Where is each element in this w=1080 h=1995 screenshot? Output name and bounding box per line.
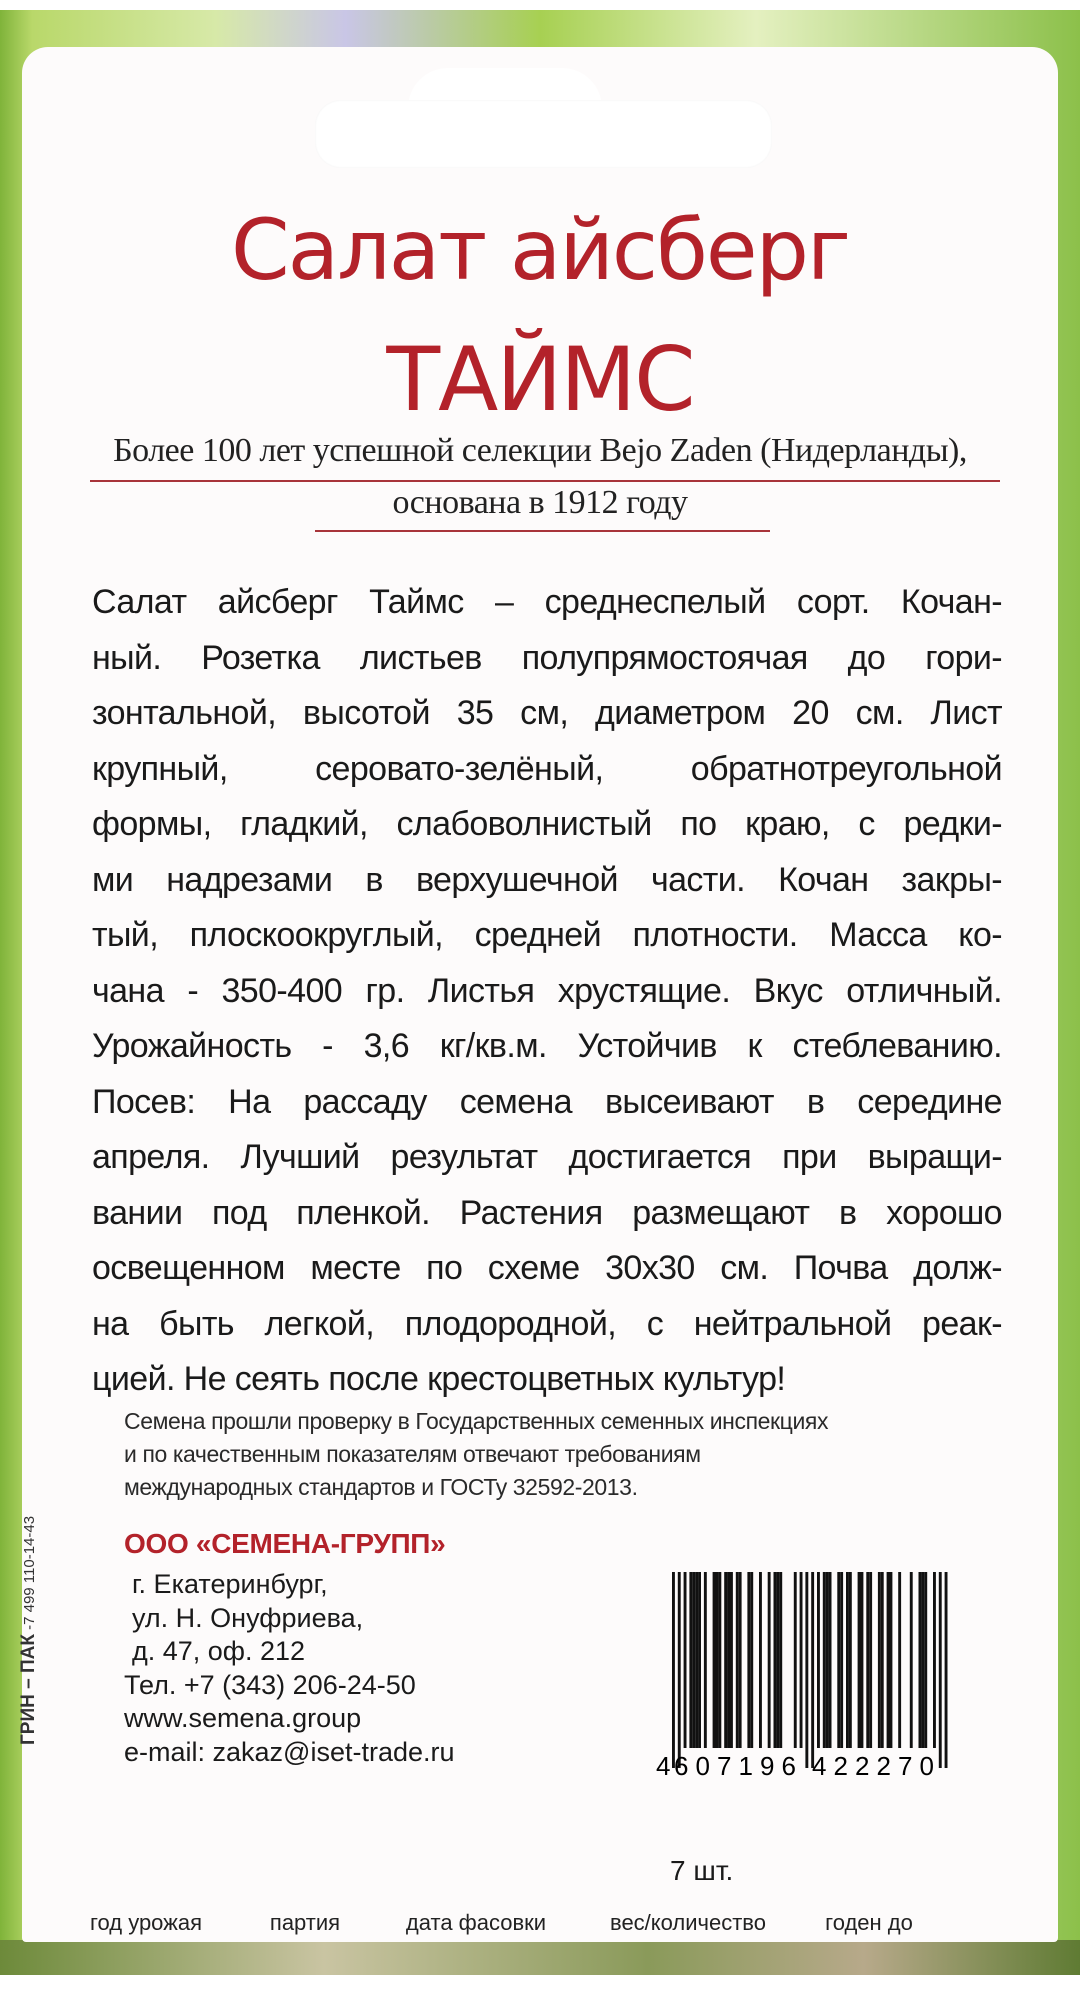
description-line: крупный, серовато-зелёный, обратнотреугольной	[92, 749, 1002, 788]
field-batch: партия	[269, 1910, 341, 1935]
barcode	[652, 1570, 952, 1780]
barcode-bar	[817, 1572, 820, 1748]
barcode-bar	[919, 1572, 922, 1748]
description-line: зонтальной, высотой 35 см, диаметром 20 см. Лист	[92, 694, 1002, 732]
description-line: Урожайность - 3,6 кг/кв.м. Устойчив к стеблеванию.	[92, 1027, 1002, 1065]
barcode-bar	[736, 1572, 739, 1748]
barcode-bar	[713, 1572, 716, 1748]
barcode-bar	[898, 1572, 901, 1748]
barcode-bar	[716, 1572, 719, 1748]
description-line: ный. Розетка листьев полупрямостоячая до гори-	[92, 638, 1002, 677]
barcode-bar	[866, 1572, 869, 1748]
barcode-bar	[837, 1572, 840, 1748]
barcode-bar	[684, 1572, 687, 1748]
barcode-bar	[881, 1572, 884, 1748]
barcode-bar	[826, 1572, 829, 1748]
description-line: формы, гладкий, слабоволнистый по краю, с редки-	[92, 805, 1002, 843]
barcode-bar	[869, 1572, 872, 1748]
barcode-bar	[739, 1572, 742, 1748]
barcode-bar	[727, 1572, 730, 1748]
barcode-bar	[924, 1572, 927, 1748]
barcode-bar	[858, 1572, 861, 1748]
barcode-bar	[945, 1572, 948, 1768]
description-line: чана - 350-400 гр. Листья хрустящие. Вкус отличный.	[92, 971, 1002, 1010]
certification-text	[124, 1405, 828, 1504]
barcode-bar	[861, 1572, 864, 1748]
barcode-bar	[698, 1572, 701, 1748]
breeder-founded: основана в 1912 году	[392, 484, 688, 521]
barcode-bar	[878, 1572, 881, 1748]
barcode-left-digits: 607196	[674, 1751, 796, 1780]
field-weight-quantity: вес/количество	[610, 1910, 766, 1935]
field-expiry: годен до	[825, 1910, 913, 1935]
variety-name: ТАЙМС	[386, 328, 694, 431]
barcode-bar	[811, 1572, 814, 1768]
company-contacts	[124, 1568, 455, 1769]
barcode-bar	[678, 1572, 681, 1768]
hang-hole	[315, 100, 772, 168]
barcode-bar	[890, 1572, 893, 1748]
barcode-bar	[689, 1572, 692, 1748]
barcode-bar	[805, 1572, 808, 1768]
barcode-bar	[750, 1572, 753, 1748]
description-line: апреля. Лучший результат достигается при выращи-	[92, 1138, 1002, 1176]
barcode-bar	[747, 1572, 750, 1748]
barcode-right-digits: 422270	[812, 1751, 934, 1780]
company-street: ул. Н. Онуфриева,	[132, 1602, 364, 1633]
divider	[315, 530, 770, 532]
description-line: ми надрезами в верхушечной части. Кочан закры-	[92, 860, 1002, 899]
barcode-bar	[718, 1572, 721, 1748]
description-line: вании под пленкой. Растения размещают в хорошо	[92, 1193, 1002, 1232]
barcode-bar	[759, 1572, 762, 1748]
package-bottom-photo	[0, 1940, 1080, 1975]
certification-line: Семена прошли проверку в Государственных семенных инспекциях	[124, 1408, 829, 1434]
barcode-bar	[910, 1572, 913, 1748]
barcode-bar	[695, 1572, 698, 1748]
description-line: Посев: На рассаду семена высеивают в середине	[92, 1082, 1002, 1121]
barcode-bar	[933, 1572, 936, 1748]
barcode-bar	[730, 1572, 733, 1748]
seed-quantity: 7 шт.	[670, 1855, 734, 1886]
barcode-bar	[779, 1572, 782, 1748]
divider	[90, 480, 1000, 482]
barcode-bar	[672, 1572, 675, 1768]
barcode-bar	[776, 1572, 779, 1748]
barcode-first-digit: 4	[656, 1751, 671, 1780]
description-line: тый, плоскоокруглый, средней плотности. Масса ко-	[92, 916, 1002, 954]
description	[92, 575, 1002, 1408]
company-phone: Тел. +7 (343) 206-24-50	[124, 1669, 416, 1700]
company-name: ООО «СЕМЕНА-ГРУПП»	[124, 1528, 446, 1559]
product-title: Салат айсберг	[230, 201, 850, 299]
barcode-bar	[724, 1572, 727, 1748]
certification-line: международных стандартов и ГОСТу 32592-2013.	[124, 1474, 638, 1500]
barcode-bar	[794, 1572, 797, 1748]
field-harvest-year: год урожая	[89, 1910, 203, 1935]
description-line: Салат айсберг Таймс – среднеспелый сорт. Кочан-	[92, 583, 1002, 621]
company-city: г. Екатеринбург,	[132, 1569, 328, 1599]
barcode-bar	[939, 1572, 942, 1768]
barcode-bar	[849, 1572, 852, 1748]
description-line: цией. Не сеять после крестоцветных культур!	[92, 1360, 786, 1398]
barcode-bar	[768, 1572, 771, 1748]
breeder-info: Более 100 лет успешной селекции Bejo Zaden (Нидерланды),	[113, 432, 967, 469]
barcode-bar	[846, 1572, 849, 1748]
printer-phone: -7 499 110-14-43	[21, 1515, 38, 1630]
printer-name: ГРИН – ПАК	[18, 1634, 39, 1745]
company-website: www.semena.group	[124, 1703, 362, 1733]
barcode-bar	[921, 1572, 924, 1748]
barcode-bar	[692, 1572, 695, 1748]
description-line: освещенном месте по схеме 30х30 см. Почва долж-	[92, 1249, 1002, 1287]
field-packing-date: дата фасовки	[405, 1910, 547, 1935]
company-email: e-mail: zakaz@iset-trade.ru	[124, 1736, 455, 1767]
description-line: на быть легкой, плодородной, с нейтральной реак-	[92, 1304, 1002, 1343]
printer-info	[18, 1516, 40, 1745]
barcode-bar	[823, 1572, 826, 1748]
barcode-bar	[774, 1572, 777, 1748]
barcode-bar	[829, 1572, 832, 1748]
barcode-bar	[840, 1572, 843, 1748]
certification-line: и по качественным показателям отвечают требованиям	[124, 1441, 701, 1467]
company-building: д. 47, оф. 212	[132, 1636, 306, 1666]
barcode-bar	[704, 1572, 707, 1748]
barcode-bar	[887, 1572, 890, 1748]
barcode-bar	[800, 1572, 803, 1748]
